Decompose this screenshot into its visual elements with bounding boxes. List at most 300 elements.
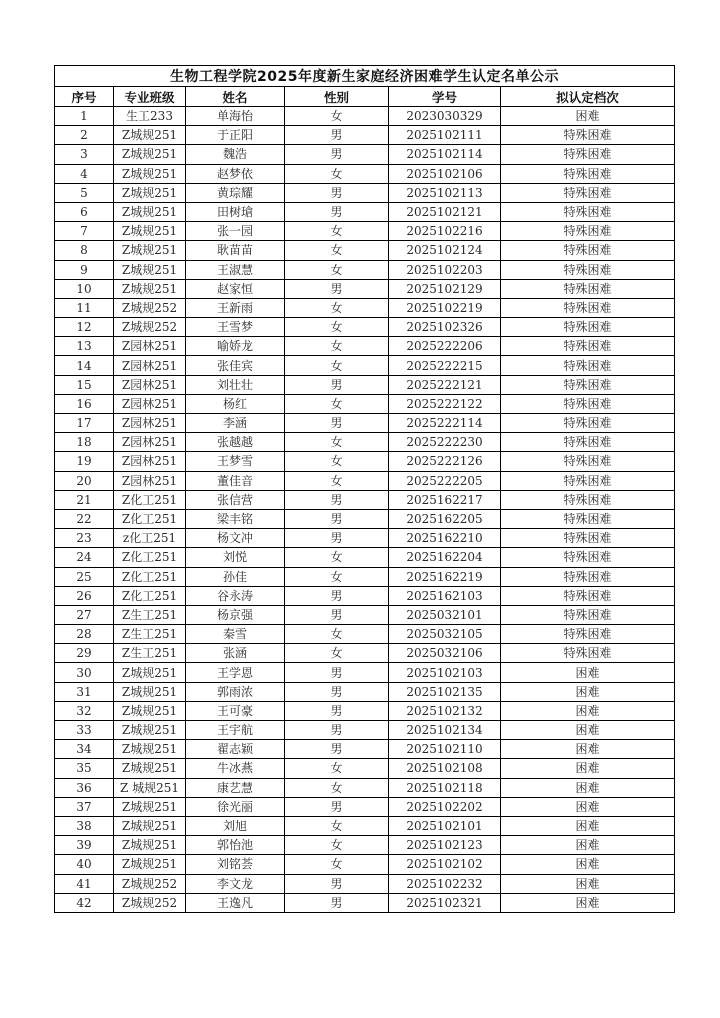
cell-index: 25 <box>55 567 114 586</box>
cell-name: 耿苗苗 <box>186 241 285 260</box>
cell-index: 26 <box>55 586 114 605</box>
cell-class: Z城规251 <box>114 145 186 164</box>
cell-index: 8 <box>55 241 114 260</box>
table-row <box>55 145 675 164</box>
cell-name: 刘铭荟 <box>186 855 285 874</box>
table-row <box>55 855 675 874</box>
recognition-list-table <box>54 65 675 913</box>
cell-student-id: 2025102111 <box>389 126 501 145</box>
cell-index: 6 <box>55 202 114 221</box>
cell-gender: 女 <box>285 625 389 644</box>
cell-class: Z化工251 <box>114 548 186 567</box>
cell-index: 34 <box>55 740 114 759</box>
cell-gender: 女 <box>285 222 389 241</box>
cell-index: 19 <box>55 452 114 471</box>
table-row <box>55 471 675 490</box>
cell-level: 特殊困难 <box>501 164 675 183</box>
cell-gender: 男 <box>285 529 389 548</box>
cell-index: 38 <box>55 816 114 835</box>
cell-gender: 男 <box>285 145 389 164</box>
cell-class: Z园林251 <box>114 337 186 356</box>
cell-name: 王淑慧 <box>186 260 285 279</box>
cell-gender: 男 <box>285 721 389 740</box>
cell-student-id: 2025102121 <box>389 202 501 221</box>
cell-gender: 男 <box>285 663 389 682</box>
cell-gender: 女 <box>285 759 389 778</box>
cell-index: 40 <box>55 855 114 874</box>
cell-name: 张涵 <box>186 644 285 663</box>
cell-student-id: 2025162204 <box>389 548 501 567</box>
cell-gender: 男 <box>285 414 389 433</box>
cell-class: Z 城规251 <box>114 778 186 797</box>
cell-student-id: 2025162103 <box>389 586 501 605</box>
cell-class: Z城规252 <box>114 318 186 337</box>
cell-student-id: 2025162210 <box>389 529 501 548</box>
table-row <box>55 107 675 126</box>
table-row <box>55 356 675 375</box>
title-row <box>55 66 675 87</box>
cell-gender: 女 <box>285 778 389 797</box>
cell-gender: 女 <box>285 107 389 126</box>
cell-name: 王梦雪 <box>186 452 285 471</box>
cell-name: 张越越 <box>186 433 285 452</box>
cell-index: 31 <box>55 682 114 701</box>
cell-class: Z城规251 <box>114 260 186 279</box>
cell-student-id: 2025222215 <box>389 356 501 375</box>
cell-gender: 男 <box>285 605 389 624</box>
cell-class: Z城规251 <box>114 279 186 298</box>
cell-name: 王学恩 <box>186 663 285 682</box>
table-row <box>55 893 675 912</box>
cell-name: 徐光丽 <box>186 797 285 816</box>
cell-gender: 男 <box>285 893 389 912</box>
cell-student-id: 2025102118 <box>389 778 501 797</box>
cell-class: Z城规251 <box>114 816 186 835</box>
table-row <box>55 337 675 356</box>
cell-student-id: 2025102123 <box>389 836 501 855</box>
cell-level: 特殊困难 <box>501 644 675 663</box>
cell-level: 特殊困难 <box>501 222 675 241</box>
cell-level: 困难 <box>501 721 675 740</box>
cell-name: 赵家恒 <box>186 279 285 298</box>
cell-student-id: 2025102203 <box>389 260 501 279</box>
cell-index: 5 <box>55 183 114 202</box>
header-level: 拟认定档次 <box>501 87 675 107</box>
cell-name: 谷永涛 <box>186 586 285 605</box>
cell-gender: 女 <box>285 241 389 260</box>
cell-student-id: 2025102132 <box>389 701 501 720</box>
cell-index: 14 <box>55 356 114 375</box>
table-row <box>55 740 675 759</box>
cell-level: 特殊困难 <box>501 471 675 490</box>
cell-index: 10 <box>55 279 114 298</box>
cell-name: 王雪梦 <box>186 318 285 337</box>
cell-student-id: 2025102101 <box>389 816 501 835</box>
cell-class: Z园林251 <box>114 394 186 413</box>
cell-index: 15 <box>55 375 114 394</box>
table-row <box>55 509 675 528</box>
cell-gender: 男 <box>285 183 389 202</box>
table-row <box>55 682 675 701</box>
cell-class: Z化工251 <box>114 586 186 605</box>
cell-class: Z化工251 <box>114 509 186 528</box>
cell-name: 孙佳 <box>186 567 285 586</box>
table-row <box>55 202 675 221</box>
table-row <box>55 663 675 682</box>
cell-index: 7 <box>55 222 114 241</box>
cell-student-id: 2025102216 <box>389 222 501 241</box>
cell-student-id: 2025102135 <box>389 682 501 701</box>
cell-class: Z城规252 <box>114 893 186 912</box>
cell-gender: 女 <box>285 433 389 452</box>
cell-name: 杨京强 <box>186 605 285 624</box>
cell-index: 42 <box>55 893 114 912</box>
cell-gender: 男 <box>285 682 389 701</box>
cell-student-id: 2025162205 <box>389 509 501 528</box>
table-row <box>55 529 675 548</box>
cell-index: 4 <box>55 164 114 183</box>
cell-student-id: 2025222126 <box>389 452 501 471</box>
cell-class: Z生工251 <box>114 605 186 624</box>
table-row <box>55 759 675 778</box>
cell-class: Z城规251 <box>114 183 186 202</box>
table-row <box>55 797 675 816</box>
cell-gender: 男 <box>285 701 389 720</box>
cell-student-id: 2025222122 <box>389 394 501 413</box>
cell-level: 特殊困难 <box>501 433 675 452</box>
table-row <box>55 279 675 298</box>
cell-class: Z城规251 <box>114 701 186 720</box>
cell-gender: 女 <box>285 298 389 317</box>
cell-gender: 女 <box>285 855 389 874</box>
cell-name: 王宇航 <box>186 721 285 740</box>
cell-level: 特殊困难 <box>501 260 675 279</box>
cell-level: 特殊困难 <box>501 414 675 433</box>
cell-level: 特殊困难 <box>501 202 675 221</box>
cell-name: 李文龙 <box>186 874 285 893</box>
cell-gender: 男 <box>285 586 389 605</box>
cell-level: 特殊困难 <box>501 375 675 394</box>
cell-level: 困难 <box>501 797 675 816</box>
cell-gender: 男 <box>285 126 389 145</box>
table-row <box>55 394 675 413</box>
cell-gender: 男 <box>285 509 389 528</box>
cell-level: 特殊困难 <box>501 605 675 624</box>
cell-student-id: 2025102108 <box>389 759 501 778</box>
cell-index: 39 <box>55 836 114 855</box>
cell-student-id: 2025032105 <box>389 625 501 644</box>
cell-class: Z化工251 <box>114 567 186 586</box>
cell-name: 黄琮耀 <box>186 183 285 202</box>
cell-class: Z园林251 <box>114 375 186 394</box>
cell-level: 特殊困难 <box>501 586 675 605</box>
cell-student-id: 2025102110 <box>389 740 501 759</box>
header-class: 专业班级 <box>114 87 186 107</box>
cell-name: 张信营 <box>186 490 285 509</box>
cell-name: 杨红 <box>186 394 285 413</box>
cell-student-id: 2025102114 <box>389 145 501 164</box>
cell-level: 特殊困难 <box>501 279 675 298</box>
cell-student-id: 2025222114 <box>389 414 501 433</box>
header-student-id: 学号 <box>389 87 501 107</box>
cell-index: 33 <box>55 721 114 740</box>
cell-student-id: 2025032106 <box>389 644 501 663</box>
cell-gender: 女 <box>285 816 389 835</box>
cell-name: 秦雪 <box>186 625 285 644</box>
table-row <box>55 874 675 893</box>
cell-index: 35 <box>55 759 114 778</box>
cell-index: 41 <box>55 874 114 893</box>
cell-name: 李涵 <box>186 414 285 433</box>
cell-student-id: 2025102202 <box>389 797 501 816</box>
cell-name: 翟志颖 <box>186 740 285 759</box>
cell-name: 魏浩 <box>186 145 285 164</box>
cell-index: 20 <box>55 471 114 490</box>
cell-index: 11 <box>55 298 114 317</box>
cell-index: 18 <box>55 433 114 452</box>
table-row <box>55 298 675 317</box>
cell-class: Z城规251 <box>114 241 186 260</box>
cell-student-id: 2023030329 <box>389 107 501 126</box>
cell-gender: 男 <box>285 375 389 394</box>
cell-level: 特殊困难 <box>501 490 675 509</box>
cell-level: 特殊困难 <box>501 567 675 586</box>
table-row <box>55 625 675 644</box>
cell-gender: 女 <box>285 644 389 663</box>
cell-class: Z园林251 <box>114 433 186 452</box>
cell-name: 张一园 <box>186 222 285 241</box>
table-row <box>55 836 675 855</box>
cell-class: z化工251 <box>114 529 186 548</box>
table-row <box>55 241 675 260</box>
table-row <box>55 490 675 509</box>
cell-name: 杨文冲 <box>186 529 285 548</box>
cell-class: Z城规251 <box>114 721 186 740</box>
cell-name: 赵梦依 <box>186 164 285 183</box>
cell-name: 王可豪 <box>186 701 285 720</box>
cell-class: Z城规251 <box>114 202 186 221</box>
cell-gender: 女 <box>285 164 389 183</box>
cell-level: 困难 <box>501 107 675 126</box>
table-row <box>55 222 675 241</box>
cell-name: 郭雨浓 <box>186 682 285 701</box>
cell-class: Z城规252 <box>114 298 186 317</box>
cell-level: 困难 <box>501 682 675 701</box>
header-name: 姓名 <box>186 87 285 107</box>
table-row <box>55 126 675 145</box>
cell-index: 32 <box>55 701 114 720</box>
cell-class: Z城规251 <box>114 164 186 183</box>
table-row <box>55 375 675 394</box>
cell-gender: 男 <box>285 797 389 816</box>
cell-level: 困难 <box>501 816 675 835</box>
table-row <box>55 605 675 624</box>
cell-gender: 女 <box>285 260 389 279</box>
table-row <box>55 778 675 797</box>
cell-name: 张佳宾 <box>186 356 285 375</box>
table-row <box>55 318 675 337</box>
cell-class: Z园林251 <box>114 452 186 471</box>
cell-name: 刘旭 <box>186 816 285 835</box>
table-row <box>55 452 675 471</box>
cell-index: 16 <box>55 394 114 413</box>
cell-index: 30 <box>55 663 114 682</box>
cell-level: 困难 <box>501 855 675 874</box>
cell-name: 刘壮壮 <box>186 375 285 394</box>
table-row <box>55 164 675 183</box>
cell-student-id: 2025032101 <box>389 605 501 624</box>
cell-name: 梁丰铭 <box>186 509 285 528</box>
cell-student-id: 2025222206 <box>389 337 501 356</box>
cell-gender: 女 <box>285 318 389 337</box>
cell-level: 困难 <box>501 701 675 720</box>
cell-level: 特殊困难 <box>501 126 675 145</box>
table-row <box>55 548 675 567</box>
cell-level: 特殊困难 <box>501 337 675 356</box>
table-row <box>55 414 675 433</box>
cell-gender: 男 <box>285 202 389 221</box>
cell-level: 特殊困难 <box>501 452 675 471</box>
cell-index: 36 <box>55 778 114 797</box>
cell-gender: 女 <box>285 567 389 586</box>
cell-level: 特殊困难 <box>501 548 675 567</box>
header-row <box>55 87 675 107</box>
cell-index: 13 <box>55 337 114 356</box>
table-row <box>55 721 675 740</box>
cell-index: 22 <box>55 509 114 528</box>
cell-level: 特殊困难 <box>501 183 675 202</box>
table-row <box>55 816 675 835</box>
cell-class: Z城规251 <box>114 663 186 682</box>
cell-name: 喻娇龙 <box>186 337 285 356</box>
cell-level: 困难 <box>501 893 675 912</box>
cell-class: Z城规251 <box>114 222 186 241</box>
cell-class: Z城规251 <box>114 740 186 759</box>
cell-student-id: 2025222121 <box>389 375 501 394</box>
table-row <box>55 260 675 279</box>
cell-student-id: 2025162219 <box>389 567 501 586</box>
cell-name: 董佳音 <box>186 471 285 490</box>
cell-level: 特殊困难 <box>501 625 675 644</box>
cell-gender: 女 <box>285 452 389 471</box>
cell-name: 牛冰燕 <box>186 759 285 778</box>
cell-class: Z城规251 <box>114 855 186 874</box>
cell-class: Z城规251 <box>114 126 186 145</box>
cell-student-id: 2025102219 <box>389 298 501 317</box>
cell-class: Z园林251 <box>114 356 186 375</box>
cell-level: 特殊困难 <box>501 145 675 164</box>
cell-class: Z化工251 <box>114 490 186 509</box>
cell-level: 特殊困难 <box>501 356 675 375</box>
cell-student-id: 2025102321 <box>389 893 501 912</box>
table-title: 生物工程学院2025年度新生家庭经济困难学生认定名单公示 <box>55 66 675 87</box>
cell-student-id: 2025102326 <box>389 318 501 337</box>
cell-index: 27 <box>55 605 114 624</box>
cell-student-id: 2025102113 <box>389 183 501 202</box>
cell-level: 特殊困难 <box>501 298 675 317</box>
table-row <box>55 183 675 202</box>
cell-gender: 男 <box>285 279 389 298</box>
table-body <box>55 107 675 913</box>
cell-gender: 女 <box>285 356 389 375</box>
cell-gender: 女 <box>285 548 389 567</box>
cell-student-id: 2025222205 <box>389 471 501 490</box>
cell-level: 困难 <box>501 836 675 855</box>
cell-name: 王新雨 <box>186 298 285 317</box>
cell-gender: 女 <box>285 471 389 490</box>
cell-name: 康艺慧 <box>186 778 285 797</box>
cell-class: 生工233 <box>114 107 186 126</box>
cell-name: 王逸凡 <box>186 893 285 912</box>
cell-level: 特殊困难 <box>501 241 675 260</box>
cell-index: 12 <box>55 318 114 337</box>
cell-index: 1 <box>55 107 114 126</box>
cell-index: 29 <box>55 644 114 663</box>
cell-class: Z城规251 <box>114 759 186 778</box>
cell-student-id: 2025222230 <box>389 433 501 452</box>
cell-class: Z城规252 <box>114 874 186 893</box>
cell-level: 特殊困难 <box>501 529 675 548</box>
cell-index: 3 <box>55 145 114 164</box>
cell-class: Z城规251 <box>114 836 186 855</box>
cell-class: Z城规251 <box>114 797 186 816</box>
cell-name: 于正阳 <box>186 126 285 145</box>
cell-class: Z生工251 <box>114 625 186 644</box>
cell-student-id: 2025102134 <box>389 721 501 740</box>
cell-student-id: 2025102103 <box>389 663 501 682</box>
table-row <box>55 644 675 663</box>
cell-gender: 男 <box>285 874 389 893</box>
cell-index: 37 <box>55 797 114 816</box>
cell-gender: 男 <box>285 740 389 759</box>
table-row <box>55 567 675 586</box>
cell-gender: 女 <box>285 337 389 356</box>
cell-name: 郭怡池 <box>186 836 285 855</box>
header-index: 序号 <box>55 87 114 107</box>
cell-student-id: 2025102129 <box>389 279 501 298</box>
cell-index: 23 <box>55 529 114 548</box>
cell-level: 特殊困难 <box>501 509 675 528</box>
cell-student-id: 2025102102 <box>389 855 501 874</box>
header-gender: 性别 <box>285 87 389 107</box>
cell-gender: 男 <box>285 490 389 509</box>
cell-student-id: 2025102124 <box>389 241 501 260</box>
cell-level: 特殊困难 <box>501 394 675 413</box>
cell-name: 田树瑲 <box>186 202 285 221</box>
table-row <box>55 586 675 605</box>
cell-index: 28 <box>55 625 114 644</box>
cell-level: 特殊困难 <box>501 318 675 337</box>
table-row <box>55 701 675 720</box>
cell-level: 困难 <box>501 778 675 797</box>
cell-name: 单海怡 <box>186 107 285 126</box>
cell-index: 2 <box>55 126 114 145</box>
table-row <box>55 433 675 452</box>
cell-level: 困难 <box>501 740 675 759</box>
cell-class: Z园林251 <box>114 414 186 433</box>
cell-name: 刘悦 <box>186 548 285 567</box>
cell-index: 17 <box>55 414 114 433</box>
cell-student-id: 2025102232 <box>389 874 501 893</box>
cell-level: 困难 <box>501 874 675 893</box>
cell-level: 困难 <box>501 663 675 682</box>
cell-student-id: 2025102106 <box>389 164 501 183</box>
cell-class: Z城规251 <box>114 682 186 701</box>
cell-index: 24 <box>55 548 114 567</box>
cell-class: Z园林251 <box>114 471 186 490</box>
cell-gender: 女 <box>285 394 389 413</box>
cell-student-id: 2025162217 <box>389 490 501 509</box>
